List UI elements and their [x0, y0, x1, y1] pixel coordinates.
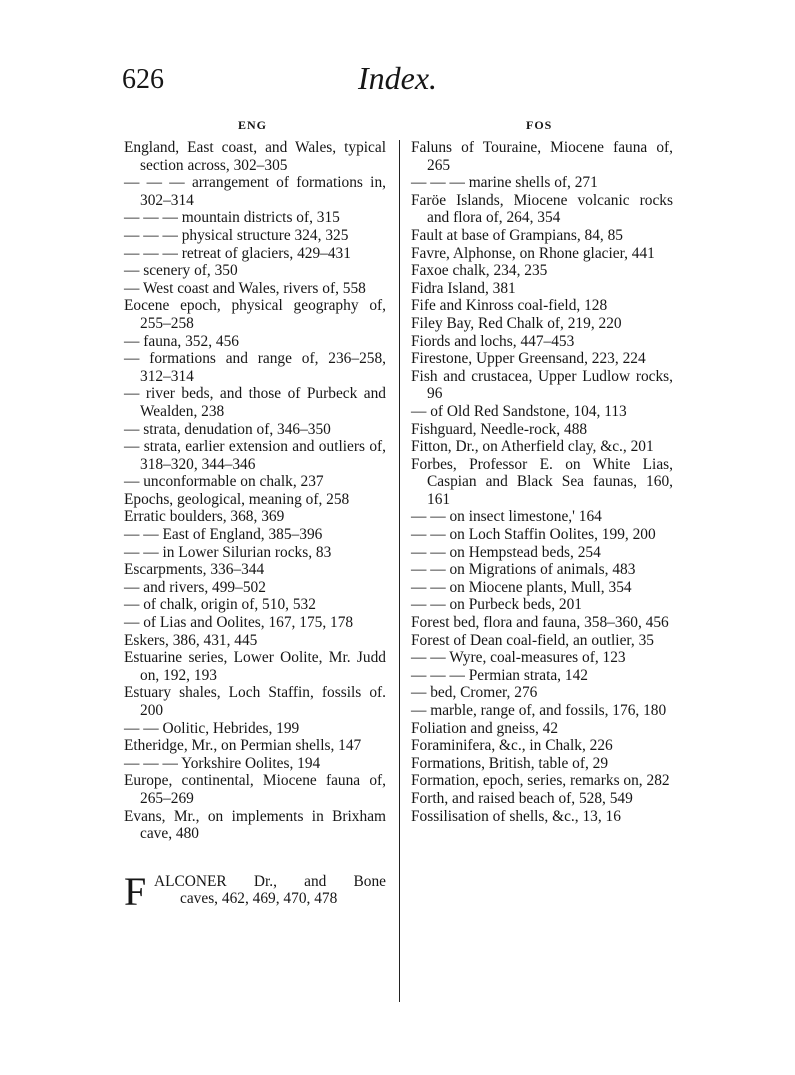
index-entry: — — Oolitic, Hebrides, 199 — [124, 719, 300, 737]
index-entry: — bed, Cromer, 276 — [411, 684, 538, 702]
drop-cap: F — [124, 868, 147, 914]
index-entry: Faxoe chalk, 234, 235 — [411, 262, 548, 280]
index-entry: — — on Miocene plants, Mull, 354 — [411, 578, 632, 596]
falconer-second-line: caves, 462, 469, 470, 478 — [180, 890, 338, 908]
index-entry: Fish and crustacea, Upper Ludlow rocks, 96 — [411, 367, 673, 403]
index-entry: Forth, and raised beach of, 528, 549 — [411, 789, 633, 807]
index-entry: England, East coast, and Wales, typical section across, 302–305 — [124, 139, 386, 174]
index-entry: — of chalk, origin of, 510, 532 — [124, 596, 316, 614]
index-entry: Eskers, 386, 431, 445 — [124, 631, 258, 649]
left-column-heading: ENG — [238, 118, 268, 132]
index-entry: — — on Purbeck beds, 201 — [411, 596, 582, 614]
index-entry: — — — Permian strata, 142 — [411, 666, 588, 684]
index-entry: — — — Yorkshire Oolites, 194 — [124, 754, 321, 772]
index-entry: Erratic boulders, 368, 369 — [124, 508, 285, 526]
index-entry: — — in Lower Silurian rocks, 83 — [124, 543, 332, 561]
index-entry: Fossilisation of shells, &c., 13, 16 — [411, 807, 621, 825]
index-entry: Forbes, Professor E. on White Lias, Caspian and Black Sea faunas, 160, 161 — [411, 455, 673, 508]
index-entry: — — East of England, 385–396 — [124, 526, 323, 544]
index-entry: — — on Hempstead beds, 254 — [411, 543, 601, 561]
index-entry: Fife and Kinross coal-field, 128 — [411, 297, 608, 315]
falconer-name: ALCONER — [154, 872, 227, 890]
index-entry: — of Old Red Sandstone, 104, 113 — [411, 402, 627, 420]
index-entry: — marble, range of, and fossils, 176, 180 — [411, 702, 667, 719]
index-entry: — — — mountain districts of, 315 — [124, 209, 340, 227]
falconer-entry — [124, 868, 386, 914]
index-entry: — West coast and Wales, rivers of, 558 — [124, 279, 366, 297]
index-entry: Foliation and gneiss, 42 — [411, 719, 559, 737]
column-divider — [399, 140, 400, 1002]
index-entry: Filey Bay, Red Chalk of, 219, 220 — [411, 314, 622, 332]
right-column — [411, 139, 673, 825]
index-entry: — scenery of, 350 — [124, 262, 238, 280]
index-entry: Fishguard, Needle-rock, 488 — [411, 420, 588, 438]
index-entry: — — on insect limestone,' 164 — [411, 508, 602, 526]
section-gap — [124, 843, 386, 873]
index-entry: — — — arrangement of formations in, 302–314 — [124, 174, 386, 209]
index-entry: — strata, earlier extension and outliers of, 318–320, 344–346 — [124, 438, 386, 473]
right-column-heading: FOS — [526, 118, 553, 132]
index-entry: Escarpments, 336–344 — [124, 561, 265, 579]
index-entry: Foraminifera, &c., in Chalk, 226 — [411, 737, 613, 755]
falconer-first-line — [154, 873, 386, 891]
index-entry: — and rivers, 499–502 — [124, 578, 266, 596]
index-entry: Firestone, Upper Greensand, 223, 224 — [411, 350, 646, 368]
index-entry: Faluns of Touraine, Miocene fauna of, 265 — [411, 139, 673, 174]
index-entry: Fitton, Dr., on Atherfield clay, &c., 201 — [411, 438, 654, 456]
index-entry: Evans, Mr., on implements in Brixham cave, 480 — [124, 807, 386, 843]
index-entry: Faröe Islands, Miocene volcanic rocks and flora of, 264, 354 — [411, 191, 673, 227]
index-entry: Fault at base of Grampians, 84, 85 — [411, 226, 624, 244]
index-entry: — strata, denudation of, 346–350 — [124, 420, 331, 438]
index-entry: Eocene epoch, physical geography of, 255–258 — [124, 297, 386, 332]
page-title: Index. — [357, 60, 438, 96]
page-number: 626 — [122, 64, 164, 95]
index-entry: Fiords and lochs, 447–453 — [411, 332, 575, 350]
falconer-first-line-rest: Dr., and Bone — [226, 872, 386, 890]
index-entry: Epochs, geological, meaning of, 258 — [124, 490, 350, 508]
index-entry: Favre, Alphonse, on Rhone glacier, 441 — [411, 244, 655, 262]
index-entry: — — — marine shells of, 271 — [411, 174, 598, 192]
index-entry: Fidra Island, 381 — [411, 279, 516, 297]
index-entry: — — Wyre, coal-measures of, 123 — [411, 649, 626, 667]
index-entry: Estuarine series, Lower Oolite, Mr. Judd on, 192, 193 — [124, 649, 386, 684]
index-entry: — formations and range of, 236–258, 312–314 — [124, 350, 386, 385]
left-column — [124, 139, 386, 914]
index-entry: — — — physical structure 324, 325 — [124, 226, 349, 244]
index-entry: Formations, British, table of, 29 — [411, 754, 609, 772]
index-entry: Forest of Dean coal-field, an outlier, 35 — [411, 631, 654, 649]
index-entry: Etheridge, Mr., on Permian shells, 147 — [124, 737, 362, 755]
index-entry: Estuary shales, Loch Staffin, fossils of. 200 — [124, 684, 386, 719]
index-entry: — — on Loch Staffin Oolites, 199, 200 — [411, 526, 656, 544]
index-entry: — fauna, 352, 456 — [124, 332, 239, 350]
index-entry: Formation, epoch, series, remarks on, 282 — [411, 772, 670, 790]
index-entry: — river beds, and those of Purbeck and Wealden, 238 — [124, 385, 386, 420]
index-entry: — — — retreat of glaciers, 429–431 — [124, 244, 351, 262]
index-entry: — unconformable on chalk, 237 — [124, 473, 324, 491]
index-entry: — of Lias and Oolites, 167, 175, 178 — [124, 614, 354, 632]
index-entry: — — on Migrations of animals, 483 — [411, 561, 636, 579]
index-entry: Forest bed, flora and fauna, 358–360, 456 — [411, 614, 669, 632]
index-entry: Europe, continental, Miocene fauna of, 265–269 — [124, 772, 386, 807]
